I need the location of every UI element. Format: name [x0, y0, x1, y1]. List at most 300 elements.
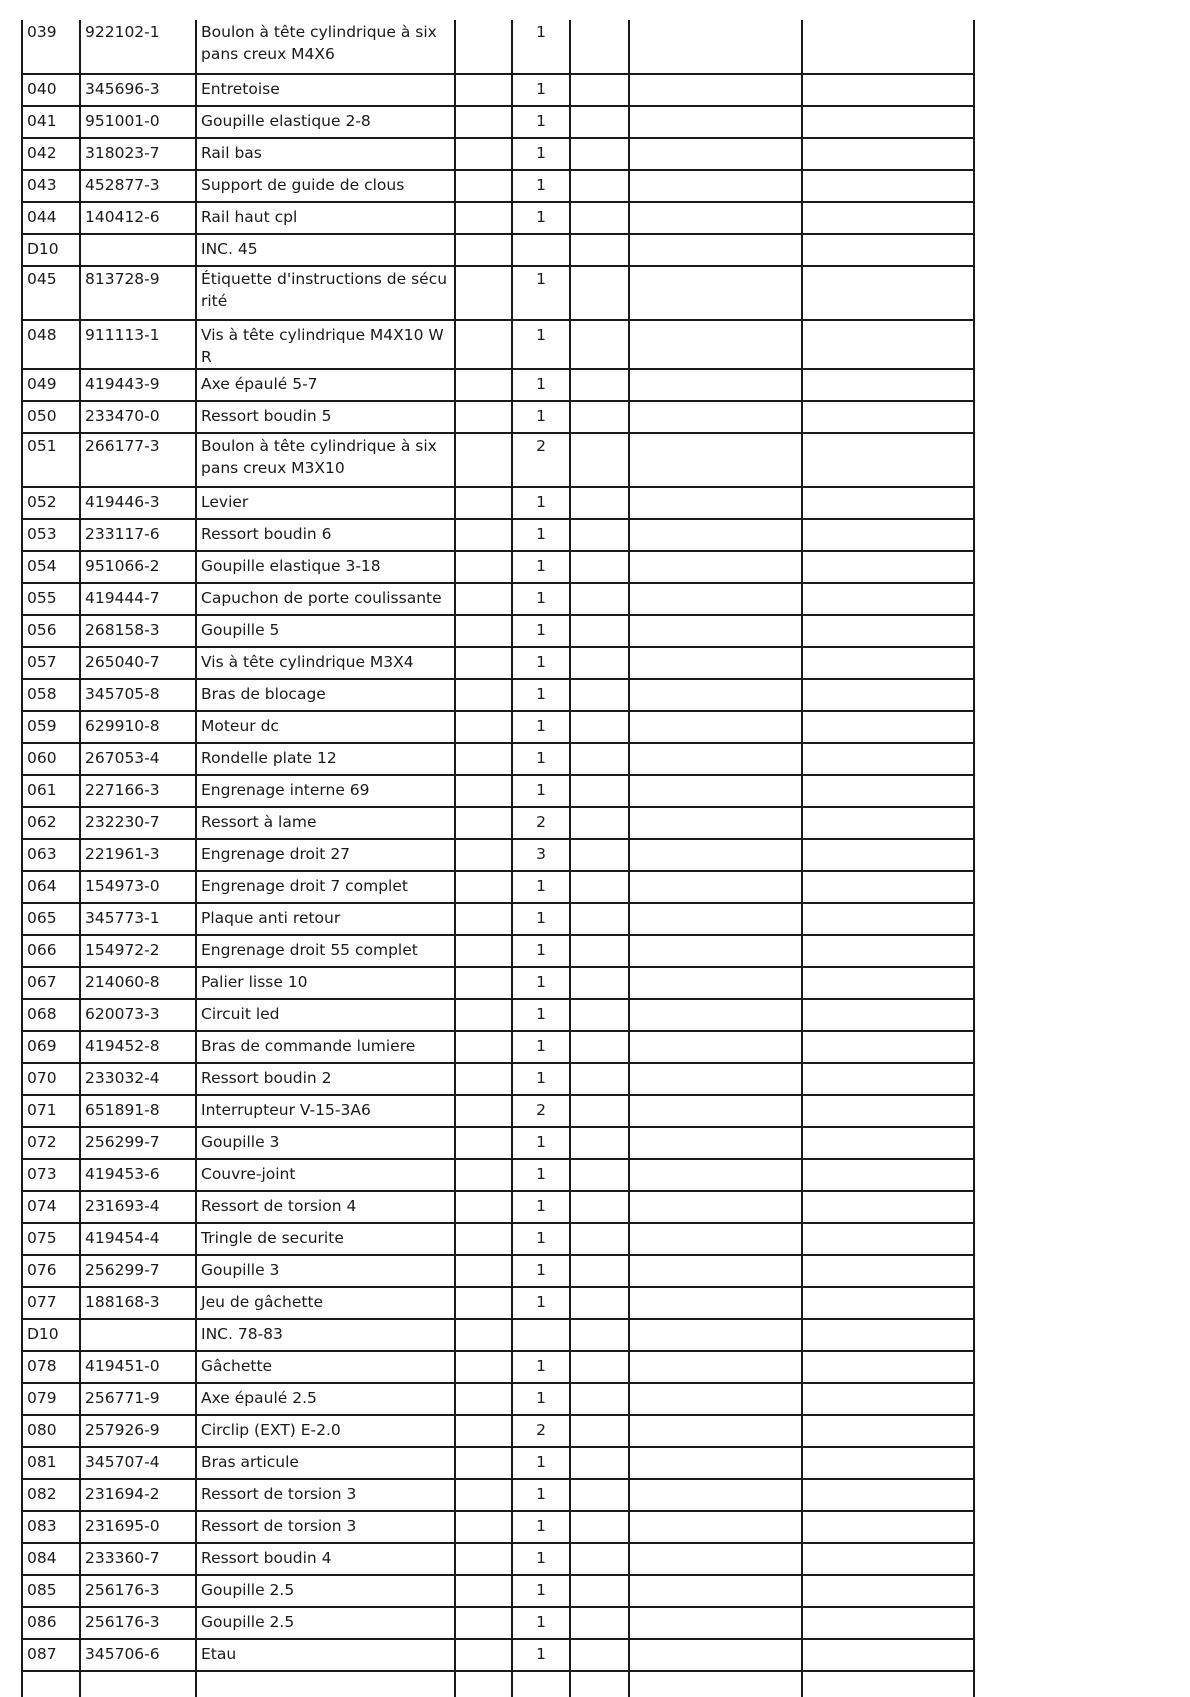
blank-cell: [629, 1095, 802, 1127]
blank-cell: [455, 807, 512, 839]
table-row: [22, 1095, 974, 1127]
blank-cell: [570, 1383, 629, 1415]
table-row-empty: [22, 1671, 974, 1697]
item-number-cell: 052: [22, 487, 80, 519]
blank-cell: [570, 320, 629, 369]
blank-cell: [22, 1671, 80, 1697]
part-number-cell: 345707-4: [80, 1447, 196, 1479]
part-number-cell: 256299-7: [80, 1127, 196, 1159]
description-cell: Plaque anti retour: [196, 903, 455, 935]
blank-cell: [570, 1255, 629, 1287]
blank-cell: [455, 519, 512, 551]
blank-cell: [455, 1671, 512, 1697]
description-cell: Goupille elastique 2-8: [196, 106, 455, 138]
blank-cell: [629, 999, 802, 1031]
part-number-cell: 268158-3: [80, 615, 196, 647]
blank-cell: [570, 1127, 629, 1159]
quantity-cell: 1: [512, 1063, 570, 1095]
part-number-cell: 951066-2: [80, 551, 196, 583]
description-cell: Bras de blocage: [196, 679, 455, 711]
description-cell: Ressort de torsion 3: [196, 1479, 455, 1511]
part-number-cell: 419454-4: [80, 1223, 196, 1255]
part-number-cell: 232230-7: [80, 807, 196, 839]
blank-cell: [570, 138, 629, 170]
blank-cell: [570, 967, 629, 999]
blank-cell: [802, 401, 974, 433]
part-number-cell: [80, 1319, 196, 1351]
table-row: [22, 999, 974, 1031]
quantity-cell: 1: [512, 999, 570, 1031]
blank-cell: [802, 487, 974, 519]
description-cell: Levier: [196, 487, 455, 519]
table-row: [22, 1383, 974, 1415]
blank-cell: [570, 1447, 629, 1479]
blank-cell: [629, 234, 802, 266]
item-number-cell: 044: [22, 202, 80, 234]
blank-cell: [629, 615, 802, 647]
blank-cell: [570, 807, 629, 839]
blank-cell: [455, 1575, 512, 1607]
blank-cell: [455, 999, 512, 1031]
blank-cell: [455, 1351, 512, 1383]
item-number-cell: 075: [22, 1223, 80, 1255]
blank-cell: [629, 1511, 802, 1543]
blank-cell: [802, 903, 974, 935]
table-row: [22, 1287, 974, 1319]
description-cell: Goupille 2.5: [196, 1607, 455, 1639]
blank-cell: [455, 74, 512, 106]
blank-cell: [570, 1575, 629, 1607]
item-number-cell: 050: [22, 401, 80, 433]
item-number-cell: 067: [22, 967, 80, 999]
description-cell: Boulon à tête cylindrique à six pans creux M4X6: [196, 20, 455, 74]
quantity-cell: 1: [512, 1639, 570, 1671]
item-number-cell: 072: [22, 1127, 80, 1159]
blank-cell: [802, 999, 974, 1031]
table-row: [22, 1319, 974, 1351]
blank-cell: [570, 647, 629, 679]
blank-cell: [570, 433, 629, 487]
description-cell: Axe épaulé 5-7: [196, 369, 455, 401]
blank-cell: [455, 369, 512, 401]
blank-cell: [629, 807, 802, 839]
blank-cell: [570, 1415, 629, 1447]
quantity-cell: 1: [512, 1191, 570, 1223]
blank-cell: [629, 1575, 802, 1607]
blank-cell: [802, 266, 974, 320]
part-number-cell: 221961-3: [80, 839, 196, 871]
table-row: [22, 369, 974, 401]
item-number-cell: 039: [22, 20, 80, 74]
blank-cell: [455, 1063, 512, 1095]
description-cell: Axe épaulé 2.5: [196, 1383, 455, 1415]
description-cell: Ressort de torsion 4: [196, 1191, 455, 1223]
table-row: [22, 711, 974, 743]
blank-cell: [802, 1543, 974, 1575]
description-cell: Goupille 3: [196, 1127, 455, 1159]
table-row: [22, 1479, 974, 1511]
blank-cell: [802, 743, 974, 775]
blank-cell: [570, 369, 629, 401]
description-cell: Engrenage droit 55 complet: [196, 935, 455, 967]
blank-cell: [802, 1511, 974, 1543]
part-number-cell: 231695-0: [80, 1511, 196, 1543]
quantity-cell: 1: [512, 615, 570, 647]
quantity-cell: 1: [512, 266, 570, 320]
description-cell: Etau: [196, 1639, 455, 1671]
blank-cell: [570, 1191, 629, 1223]
blank-cell: [802, 106, 974, 138]
part-number-cell: 231693-4: [80, 1191, 196, 1223]
blank-cell: [629, 1191, 802, 1223]
blank-cell: [629, 519, 802, 551]
table-row: [22, 967, 974, 999]
item-number-cell: 062: [22, 807, 80, 839]
table-row: [22, 170, 974, 202]
table-row: [22, 871, 974, 903]
description-cell: Palier lisse 10: [196, 967, 455, 999]
blank-cell: [455, 1031, 512, 1063]
blank-cell: [802, 935, 974, 967]
part-number-cell: 345696-3: [80, 74, 196, 106]
blank-cell: [629, 551, 802, 583]
part-number-cell: 951001-0: [80, 106, 196, 138]
part-number-cell: 629910-8: [80, 711, 196, 743]
description-cell: Engrenage droit 7 complet: [196, 871, 455, 903]
quantity-cell: 1: [512, 743, 570, 775]
blank-cell: [802, 234, 974, 266]
blank-cell: [802, 1063, 974, 1095]
part-number-cell: 154973-0: [80, 871, 196, 903]
part-number-cell: 345706-6: [80, 1639, 196, 1671]
table-row: [22, 743, 974, 775]
blank-cell: [629, 74, 802, 106]
quantity-cell: 1: [512, 1159, 570, 1191]
table-row: [22, 320, 974, 369]
item-number-cell: 053: [22, 519, 80, 551]
description-cell: Interrupteur V-15-3A6: [196, 1095, 455, 1127]
table-row: [22, 1255, 974, 1287]
item-number-cell: 066: [22, 935, 80, 967]
item-number-cell: 068: [22, 999, 80, 1031]
part-number-cell: 922102-1: [80, 20, 196, 74]
table-row: [22, 234, 974, 266]
blank-cell: [570, 1063, 629, 1095]
part-number-cell: 345705-8: [80, 679, 196, 711]
quantity-cell: 1: [512, 1031, 570, 1063]
blank-cell: [570, 1287, 629, 1319]
blank-cell: [802, 615, 974, 647]
description-cell: Ressort boudin 4: [196, 1543, 455, 1575]
item-number-cell: 084: [22, 1543, 80, 1575]
table-row: [22, 1031, 974, 1063]
blank-cell: [455, 170, 512, 202]
blank-cell: [570, 1607, 629, 1639]
quantity-cell: 1: [512, 1255, 570, 1287]
quantity-cell: 1: [512, 138, 570, 170]
description-cell: Ressort de torsion 3: [196, 1511, 455, 1543]
quantity-cell: 1: [512, 679, 570, 711]
table-row: [22, 138, 974, 170]
blank-cell: [570, 551, 629, 583]
part-number-cell: 154972-2: [80, 935, 196, 967]
blank-cell: [802, 369, 974, 401]
table-row: [22, 1191, 974, 1223]
blank-cell: [570, 999, 629, 1031]
description-cell: Tringle de securite: [196, 1223, 455, 1255]
blank-cell: [802, 1319, 974, 1351]
blank-cell: [570, 266, 629, 320]
table-row: [22, 551, 974, 583]
quantity-cell: 1: [512, 1479, 570, 1511]
blank-cell: [455, 711, 512, 743]
quantity-cell: 1: [512, 519, 570, 551]
table-row: [22, 935, 974, 967]
blank-cell: [629, 871, 802, 903]
blank-cell: [802, 1351, 974, 1383]
blank-cell: [455, 775, 512, 807]
part-number-cell: 233032-4: [80, 1063, 196, 1095]
quantity-cell: 1: [512, 401, 570, 433]
blank-cell: [802, 647, 974, 679]
table-row: [22, 807, 974, 839]
blank-cell: [629, 647, 802, 679]
blank-cell: [196, 1671, 455, 1697]
blank-cell: [455, 20, 512, 74]
blank-cell: [802, 871, 974, 903]
part-number-cell: 256299-7: [80, 1255, 196, 1287]
table-row: [22, 1159, 974, 1191]
blank-cell: [570, 1639, 629, 1671]
quantity-cell: 1: [512, 1383, 570, 1415]
part-number-cell: 214060-8: [80, 967, 196, 999]
blank-cell: [802, 433, 974, 487]
item-number-cell: 054: [22, 551, 80, 583]
item-number-cell: 081: [22, 1447, 80, 1479]
quantity-cell: 2: [512, 433, 570, 487]
blank-cell: [570, 1031, 629, 1063]
description-cell: Ressort à lame: [196, 807, 455, 839]
quantity-cell: 3: [512, 839, 570, 871]
description-cell: Ressort boudin 2: [196, 1063, 455, 1095]
blank-cell: [455, 1543, 512, 1575]
table-row: [22, 433, 974, 487]
item-number-cell: 079: [22, 1383, 80, 1415]
blank-cell: [570, 615, 629, 647]
part-number-cell: 345773-1: [80, 903, 196, 935]
blank-cell: [512, 1671, 570, 1697]
blank-cell: [455, 234, 512, 266]
part-number-cell: 257926-9: [80, 1415, 196, 1447]
part-number-cell: 256176-3: [80, 1607, 196, 1639]
quantity-cell: 1: [512, 647, 570, 679]
item-number-cell: 041: [22, 106, 80, 138]
parts-table: [21, 20, 975, 1697]
blank-cell: [802, 839, 974, 871]
table-row: [22, 903, 974, 935]
blank-cell: [570, 1479, 629, 1511]
item-number-cell: 049: [22, 369, 80, 401]
blank-cell: [570, 775, 629, 807]
blank-cell: [570, 234, 629, 266]
item-number-cell: D10: [22, 234, 80, 266]
table-row: [22, 487, 974, 519]
table-row: [22, 202, 974, 234]
blank-cell: [629, 967, 802, 999]
blank-cell: [570, 935, 629, 967]
blank-cell: [455, 615, 512, 647]
part-number-cell: 419446-3: [80, 487, 196, 519]
part-number-cell: 256176-3: [80, 1575, 196, 1607]
quantity-cell: 1: [512, 1127, 570, 1159]
blank-cell: [455, 1223, 512, 1255]
description-cell: Ressort boudin 6: [196, 519, 455, 551]
table-row: [22, 401, 974, 433]
description-cell: Rail haut cpl: [196, 202, 455, 234]
blank-cell: [570, 1543, 629, 1575]
item-number-cell: 076: [22, 1255, 80, 1287]
blank-cell: [455, 401, 512, 433]
blank-cell: [629, 839, 802, 871]
blank-cell: [455, 1287, 512, 1319]
quantity-cell: 1: [512, 551, 570, 583]
blank-cell: [802, 1383, 974, 1415]
blank-cell: [570, 839, 629, 871]
table-row: [22, 1543, 974, 1575]
description-cell: Capuchon de porte coulissante: [196, 583, 455, 615]
description-cell: Boulon à tête cylindrique à six pans creux M3X10: [196, 433, 455, 487]
part-number-cell: 231694-2: [80, 1479, 196, 1511]
quantity-cell: 1: [512, 711, 570, 743]
blank-cell: [802, 1639, 974, 1671]
item-number-cell: 071: [22, 1095, 80, 1127]
item-number-cell: 064: [22, 871, 80, 903]
parts-table-body: [22, 20, 974, 1697]
blank-cell: [802, 807, 974, 839]
table-row: [22, 1607, 974, 1639]
blank-cell: [570, 1223, 629, 1255]
blank-cell: [629, 138, 802, 170]
blank-cell: [455, 1415, 512, 1447]
blank-cell: [629, 775, 802, 807]
blank-cell: [802, 1255, 974, 1287]
item-number-cell: D10: [22, 1319, 80, 1351]
item-number-cell: 082: [22, 1479, 80, 1511]
table-row: [22, 679, 974, 711]
blank-cell: [629, 583, 802, 615]
description-cell: INC. 78-83: [196, 1319, 455, 1351]
blank-cell: [802, 679, 974, 711]
part-number-cell: 266177-3: [80, 433, 196, 487]
blank-cell: [802, 20, 974, 74]
blank-cell: [629, 1127, 802, 1159]
blank-cell: [802, 1191, 974, 1223]
description-cell: Goupille 3: [196, 1255, 455, 1287]
quantity-cell: 1: [512, 74, 570, 106]
blank-cell: [570, 743, 629, 775]
blank-cell: [570, 583, 629, 615]
blank-cell: [629, 1063, 802, 1095]
blank-cell: [570, 1095, 629, 1127]
description-cell: Gâchette: [196, 1351, 455, 1383]
description-cell: Vis à tête cylindrique M3X4: [196, 647, 455, 679]
part-number-cell: 419443-9: [80, 369, 196, 401]
blank-cell: [629, 935, 802, 967]
description-cell: Ressort boudin 5: [196, 401, 455, 433]
part-number-cell: 233360-7: [80, 1543, 196, 1575]
part-number-cell: 651891-8: [80, 1095, 196, 1127]
table-row: [22, 1063, 974, 1095]
table-row: [22, 615, 974, 647]
blank-cell: [455, 138, 512, 170]
quantity-cell: 1: [512, 1575, 570, 1607]
quantity-cell: 1: [512, 106, 570, 138]
part-number-cell: 620073-3: [80, 999, 196, 1031]
blank-cell: [455, 1095, 512, 1127]
description-cell: Bras de commande lumiere: [196, 1031, 455, 1063]
blank-cell: [455, 1159, 512, 1191]
blank-cell: [802, 775, 974, 807]
table-row: [22, 775, 974, 807]
item-number-cell: 043: [22, 170, 80, 202]
blank-cell: [570, 401, 629, 433]
blank-cell: [802, 583, 974, 615]
blank-cell: [455, 202, 512, 234]
item-number-cell: 077: [22, 1287, 80, 1319]
blank-cell: [570, 519, 629, 551]
item-number-cell: 056: [22, 615, 80, 647]
blank-cell: [802, 1031, 974, 1063]
blank-cell: [570, 74, 629, 106]
blank-cell: [570, 903, 629, 935]
quantity-cell: 1: [512, 20, 570, 74]
blank-cell: [629, 1223, 802, 1255]
part-number-cell: 911113-1: [80, 320, 196, 369]
table-row: [22, 74, 974, 106]
blank-cell: [455, 903, 512, 935]
description-cell: Vis à tête cylindrique M4X10 WR: [196, 320, 455, 369]
item-number-cell: 065: [22, 903, 80, 935]
quantity-cell: 2: [512, 1415, 570, 1447]
quantity-cell: 1: [512, 935, 570, 967]
blank-cell: [629, 679, 802, 711]
blank-cell: [570, 170, 629, 202]
item-number-cell: 087: [22, 1639, 80, 1671]
table-row: [22, 1575, 974, 1607]
item-number-cell: 061: [22, 775, 80, 807]
blank-cell: [455, 647, 512, 679]
blank-cell: [455, 583, 512, 615]
blank-cell: [802, 74, 974, 106]
blank-cell: [570, 679, 629, 711]
description-cell: Goupille elastique 3-18: [196, 551, 455, 583]
blank-cell: [455, 1447, 512, 1479]
blank-cell: [802, 1223, 974, 1255]
blank-cell: [802, 551, 974, 583]
item-number-cell: 070: [22, 1063, 80, 1095]
item-number-cell: 060: [22, 743, 80, 775]
blank-cell: [570, 1511, 629, 1543]
part-number-cell: 419453-6: [80, 1159, 196, 1191]
quantity-cell: 1: [512, 1543, 570, 1575]
blank-cell: [455, 1607, 512, 1639]
table-row: [22, 1351, 974, 1383]
blank-cell: [629, 1159, 802, 1191]
item-number-cell: 051: [22, 433, 80, 487]
blank-cell: [629, 711, 802, 743]
blank-cell: [455, 1191, 512, 1223]
blank-cell: [629, 170, 802, 202]
